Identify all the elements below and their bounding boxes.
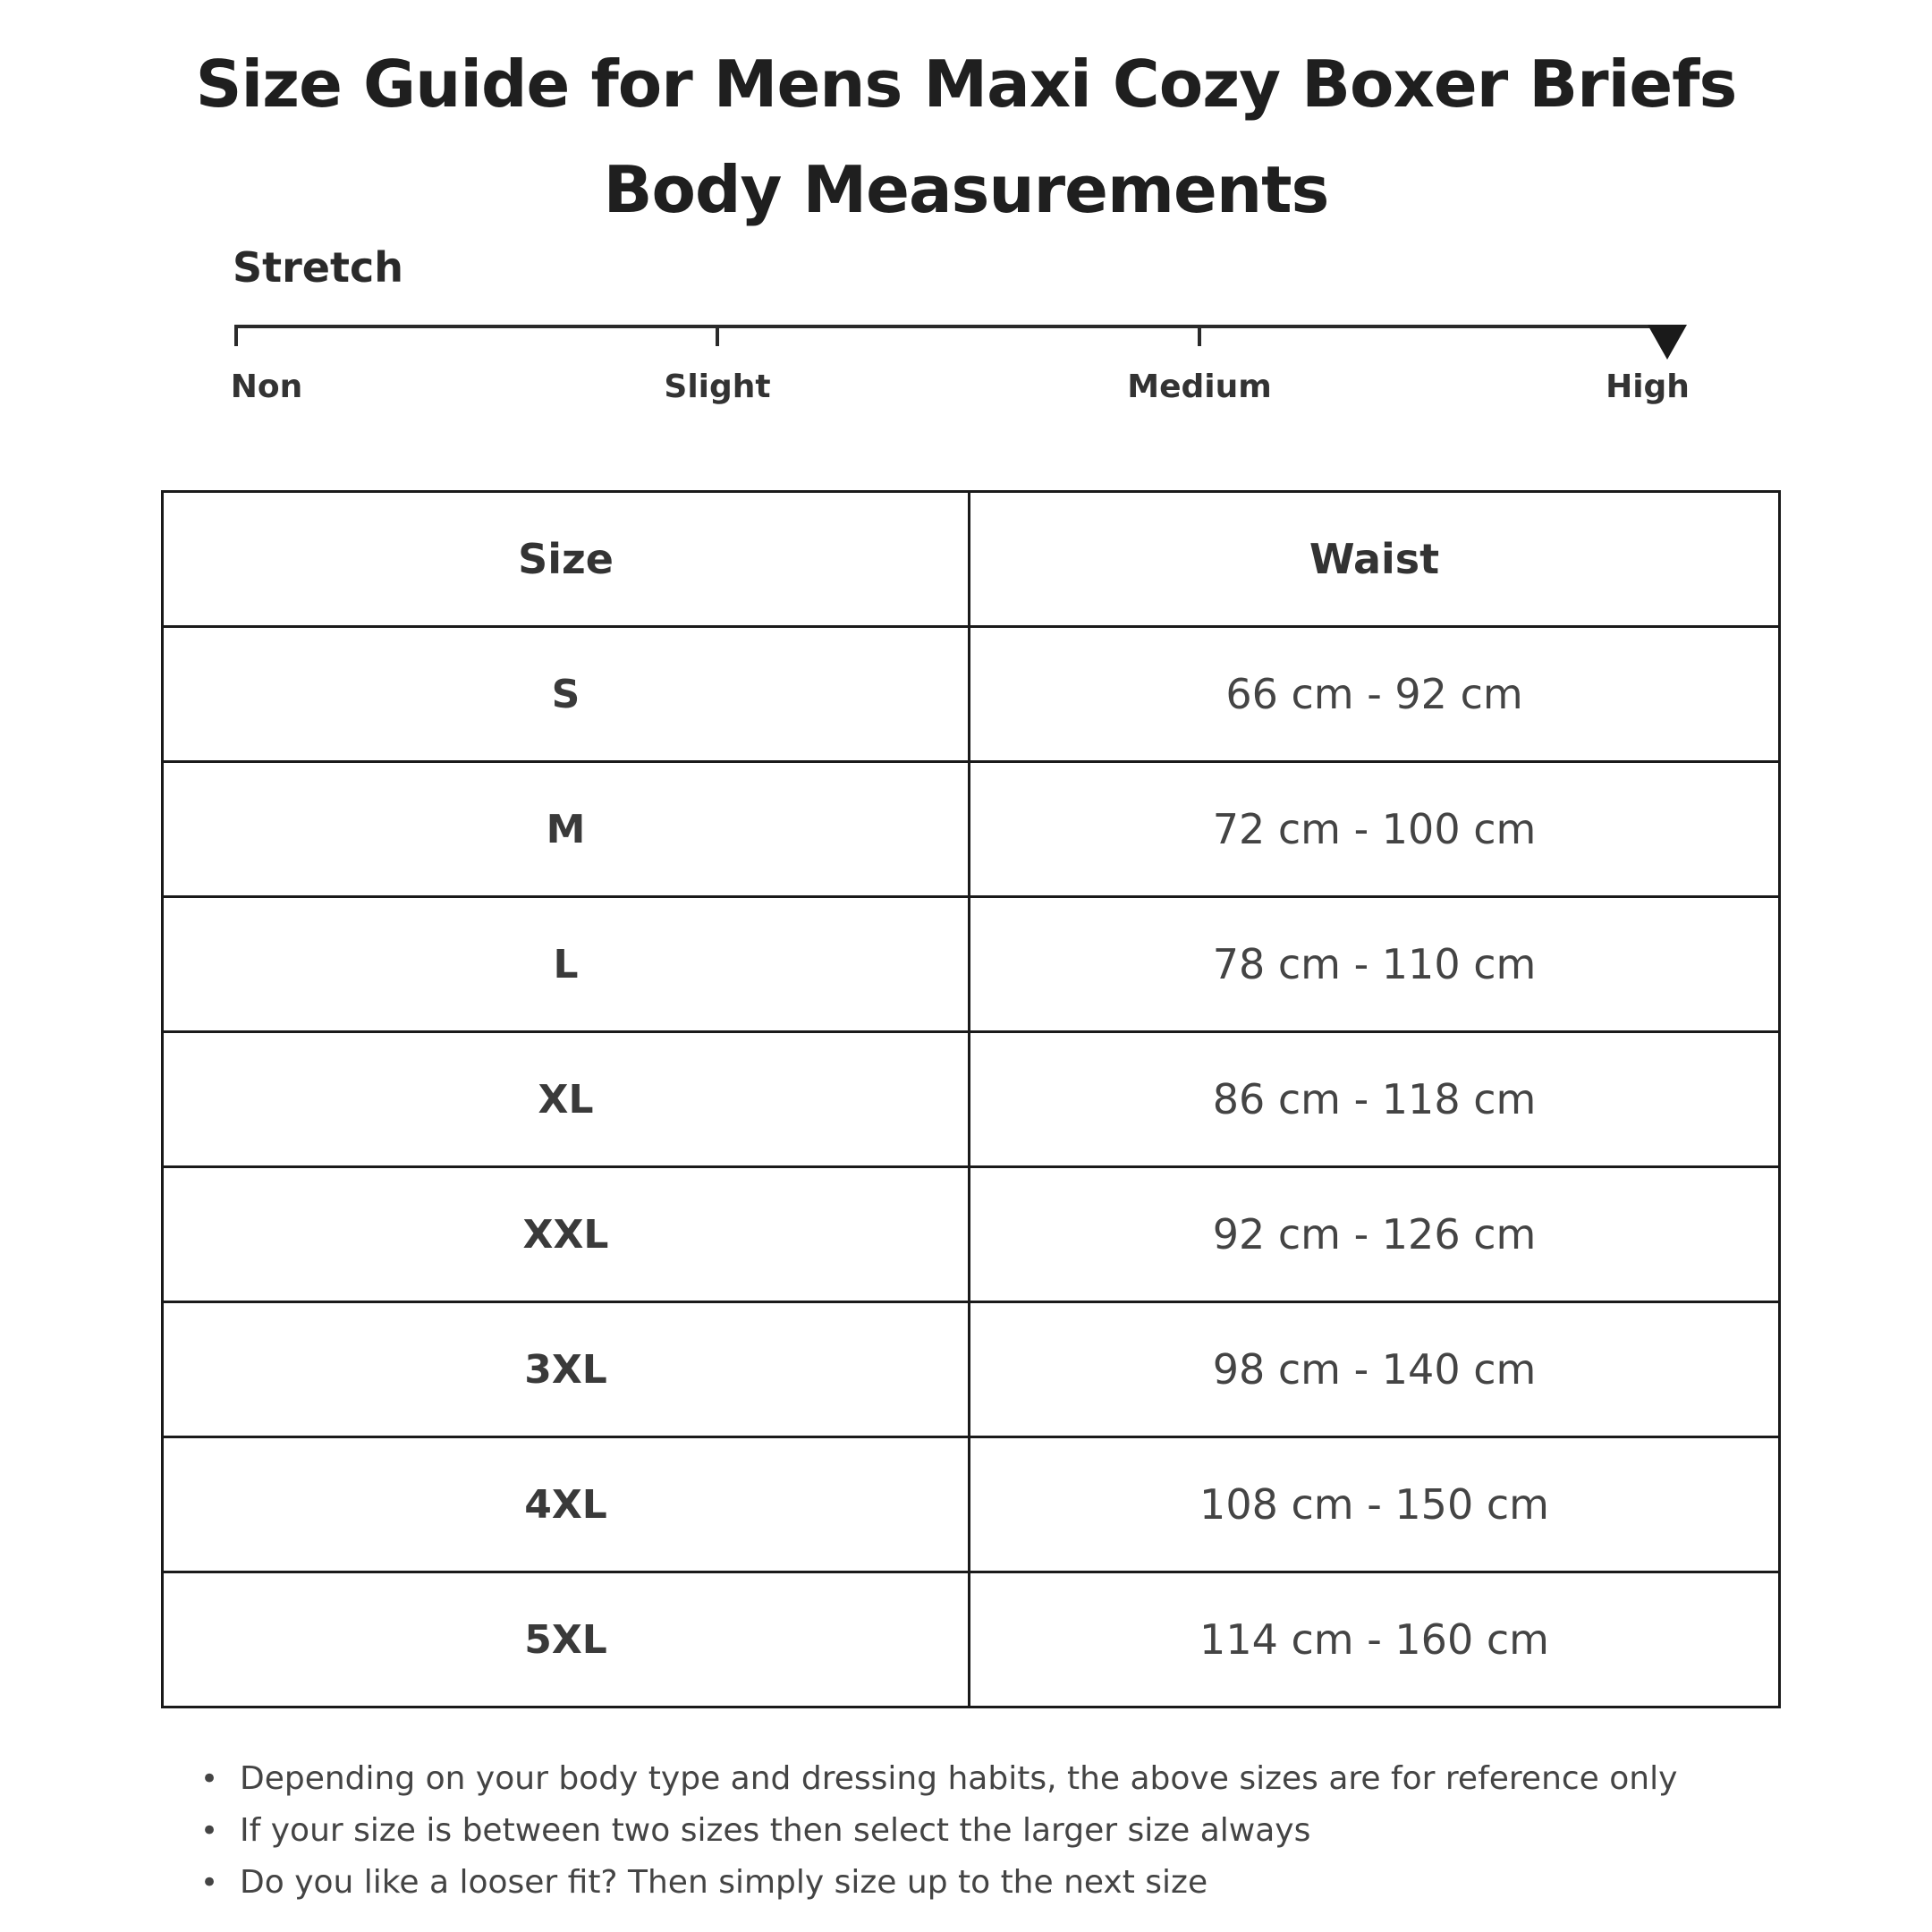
size-cell: 4XL [163,1437,970,1572]
size-cell: 3XL [163,1302,970,1437]
note-text: Depending on your body type and dressing habits, the above sizes are for reference only [240,1760,1678,1797]
table-row [163,1167,1780,1302]
list-item [200,1753,1678,1805]
waist-cell: 114 cm - 160 cm [970,1572,1780,1707]
stretch-selected-marker-icon [1648,325,1687,360]
page-subtitle: Body Measurements [603,152,1329,227]
size-table [161,490,1781,1708]
waist-cell: 86 cm - 118 cm [970,1032,1780,1167]
size-cell: S [163,627,970,762]
bullet-icon: • [200,1865,219,1901]
waist-cell: 92 cm - 126 cm [970,1167,1780,1302]
waist-cell: 78 cm - 110 cm [970,897,1780,1032]
list-item [200,1857,1677,1909]
size-cell: XXL [163,1167,970,1302]
stretch-level-medium: Medium [1127,369,1272,405]
bullet-icon: • [200,1813,219,1849]
stretch-label: Stretch [233,243,404,292]
waist-cell: 108 cm - 150 cm [970,1437,1780,1572]
waist-cell: 72 cm - 100 cm [970,762,1780,897]
waist-cell: 66 cm - 92 cm [970,627,1780,762]
table-row [163,1572,1780,1707]
stretch-level-high: High [1606,369,1690,405]
table-row [163,1032,1780,1167]
table-row [163,627,1780,762]
size-cell: M [163,762,970,897]
size-cell: XL [163,1032,970,1167]
note-text: If your size is between two sizes then select the larger size always [240,1812,1311,1849]
table-header-row [163,492,1780,627]
bullet-icon: • [200,1761,219,1797]
table-row [163,1302,1780,1437]
waist-cell: 98 cm - 140 cm [970,1302,1780,1437]
stretch-level-non: Non [230,369,303,405]
column-header-waist: Waist [970,492,1780,627]
stretch-level-slight: Slight [664,369,771,405]
stretch-scale [0,0,1932,376]
size-cell: L [163,897,970,1032]
size-cell: 5XL [163,1572,970,1707]
column-header-size: Size [163,492,970,627]
page-title: Size Guide for Mens Maxi Cozy Boxer Briefs [195,47,1737,122]
note-text: Do you like a looser fit? Then simply size up to the next size [240,1864,1208,1901]
table-row [163,1437,1780,1572]
notes-list [200,1753,1678,1909]
table-row [163,762,1780,897]
list-item [200,1805,1677,1857]
table-row [163,897,1780,1032]
